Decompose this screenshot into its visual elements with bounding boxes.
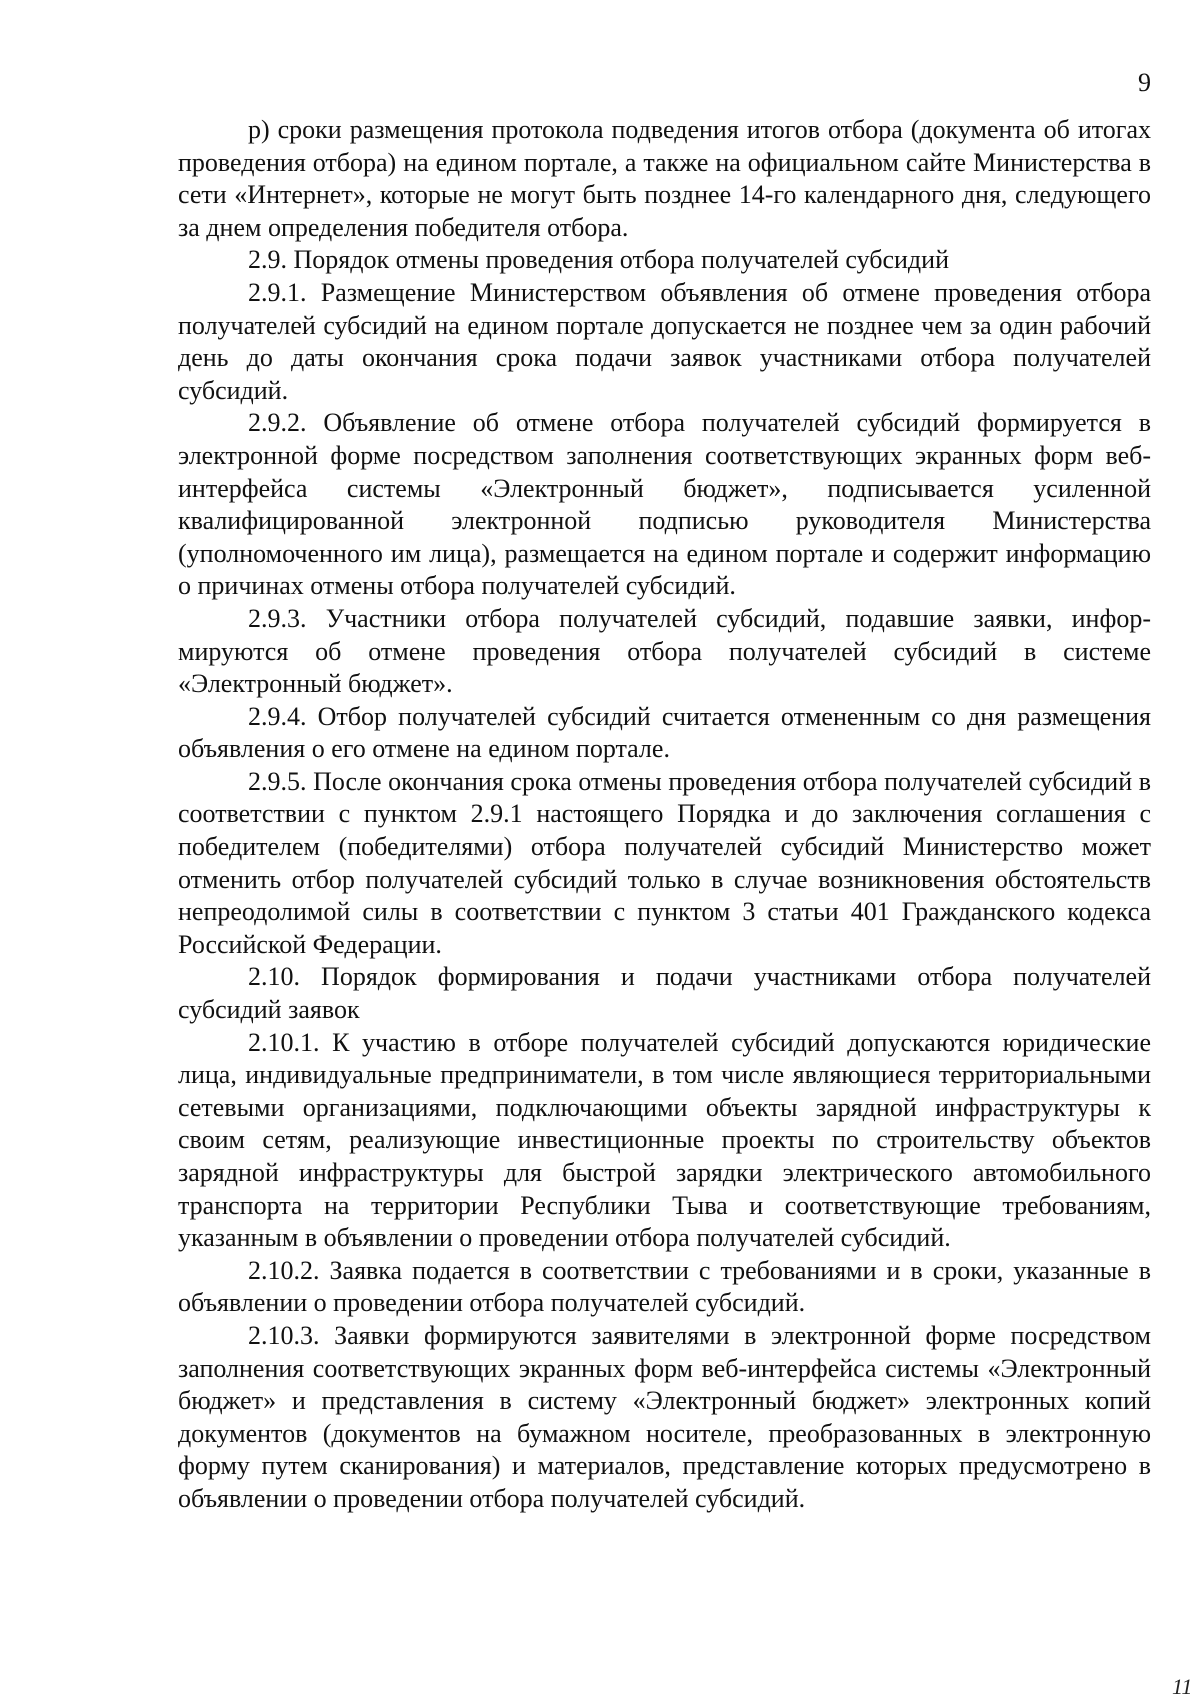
- document-body: [178, 114, 1151, 1516]
- paragraph-2-10-1: 2.10.1. К участию в отборе получателей субсидий допускаются юридические лица, индивидуальные предприниматели, в том числе являющиеся территориальными сетевыми организациями, подключающими объекты зарядной инфраструктуры к своим сетям, реализующие инвестиционные проекты по строительству объектов зарядной инфраструктуры для быстрой зарядки электрического автомобильного транспорта на территории Республики Тыва и соответствующие требованиям, указанным в объявлении о проведении отбора получателей субсидий.: [178, 1027, 1151, 1253]
- paragraph-2-9-heading: 2.9. Порядок отмены проведения отбора получателей субсидий: [248, 245, 949, 275]
- paragraph-2-10-heading: 2.10. Порядок формирования и подачи участниками отбора получателей субсидий заявок: [178, 962, 1151, 1025]
- paragraph-2-9-3: 2.9.3. Участники отбора получателей субсидий, подавшие заявки, информируются об отмене проведения отбора получателей субсидий в системе «Электронный бюджет».: [178, 603, 1151, 699]
- paragraph-r-protocol-deadline: р) сроки размещения протокола подведения итогов отбора (документа об итогах проведения отбора) на едином портале, а также на официальном сайте Министерства в сети «Интернет», которые не могут быть позднее 14-го календарного дня, следующего за днем определения победителя отбора.: [178, 115, 1151, 242]
- paragraph-2-9-1: 2.9.1. Размещение Министерством объявления об отмене проведения отбора получателей субсидий на едином портале допускается не позднее чем за один рабочий день до даты окончания срока подачи заявок участниками отбора получателей субсидий.: [178, 277, 1151, 405]
- paragraph-2-9-4: 2.9.4. Отбор получателей субсидий считается отмененным со дня размещения объявления о его отмене на едином портале.: [178, 701, 1151, 764]
- paragraph-2-10-3: 2.10.3. Заявки формируются заявителями в электронной форме посредством заполнения соответствующих экранных форм веб-интерфейса системы «Электронный бюджет» и представления в систему «Электронный бюджет» электронных копий документов (документов на бумажном носителе, преобразованных в электронную форму путем сканирования) и материалов, представление которых предусмотрено в объявлении о проведении отбора получателей субсидий.: [178, 1320, 1151, 1513]
- paragraph-2-9-2: 2.9.2. Объявление об отмене отбора получателей субсидий формируется в электронной форме посредством заполнения соответствующих экранных форм веб-интерфейса системы «Электронный бюджет», подписывается усиленной квалифицированной электронной подписью руководителя Министерства (уполномоченного им лица), размещается на едином портале и содержит информацию о причинах отмены отбора получателей субсидий.: [178, 408, 1151, 601]
- page-number: 9: [1138, 68, 1151, 97]
- corner-handwritten-mark: 11: [1172, 1674, 1193, 1699]
- paragraph-2-9-5: 2.9.5. После окончания срока отмены проведения отбора получателей субсидий в соответствии с пунктом 2.9.1 настоящего Порядка и до заключения соглашения с победителем (победителями) отбора получателей субсидий Министерство может отменить отбор получателей субсидий только в случае возникновения обстоятельств непреодолимой силы в соответствии с пунктом 3 статьи 401 Гражданского кодекса Российской Федерации.: [178, 766, 1151, 959]
- paragraph-2-10-2: 2.10.2. Заявка подается в соответствии с требованиями и в сроки, указанные в объявлении о проведении отбора получателей субсидий.: [178, 1255, 1151, 1318]
